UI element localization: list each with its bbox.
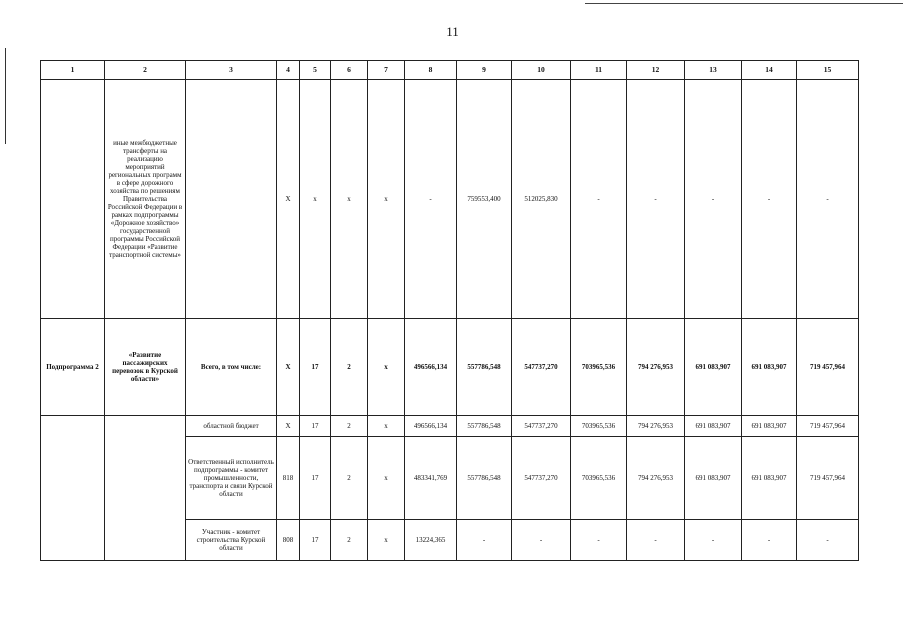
table-cell: 483341,769 <box>405 437 457 520</box>
column-header: 15 <box>797 61 859 80</box>
table-cell <box>41 416 105 561</box>
table-cell: «Развитие пассажирских перевозок в Курской области» <box>105 319 186 416</box>
table-cell: x <box>368 80 405 319</box>
page-number: 11 <box>446 24 459 39</box>
table-cell: 547737,270 <box>512 416 571 437</box>
table-cell <box>186 80 277 319</box>
table-cell: X <box>277 416 300 437</box>
table-cell: 2 <box>331 319 368 416</box>
table-cell: 691 083,907 <box>685 416 742 437</box>
table-cell: Ответственный исполнитель подпрограммы - комитет промышленности, транспорта и связи Курской области <box>186 437 277 520</box>
table-cell: - <box>797 520 859 561</box>
table-cell: 719 457,964 <box>797 437 859 520</box>
column-header: 3 <box>186 61 277 80</box>
table-cell: 547737,270 <box>512 319 571 416</box>
column-header: 10 <box>512 61 571 80</box>
table-cell: - <box>797 80 859 319</box>
table-cell: x <box>368 520 405 561</box>
table-cell: x <box>300 80 331 319</box>
table-cell: 691 083,907 <box>685 437 742 520</box>
table-cell: 691 083,907 <box>685 319 742 416</box>
table-cell: - <box>742 520 797 561</box>
table-cell: 691 083,907 <box>742 437 797 520</box>
table-cell: x <box>368 437 405 520</box>
table-row <box>41 416 859 437</box>
table-cell: 794 276,953 <box>627 416 685 437</box>
table-cell: 691 083,907 <box>742 416 797 437</box>
table-cell: 794 276,953 <box>627 319 685 416</box>
table-cell: 496566,134 <box>405 416 457 437</box>
table-cell: 547737,270 <box>512 437 571 520</box>
top-rule <box>585 3 903 4</box>
table-cell: 759553,400 <box>457 80 512 319</box>
column-header: 5 <box>300 61 331 80</box>
column-header: 2 <box>105 61 186 80</box>
table-cell: - <box>512 520 571 561</box>
table-cell: Подпрограмма 2 <box>41 319 105 416</box>
column-header: 6 <box>331 61 368 80</box>
table-cell: Участник - комитет строительства Курской области <box>186 520 277 561</box>
table-cell: - <box>571 80 627 319</box>
column-header: 4 <box>277 61 300 80</box>
table-cell: 703965,536 <box>571 437 627 520</box>
table-cell: 719 457,964 <box>797 319 859 416</box>
table-cell: 719 457,964 <box>797 416 859 437</box>
table-cell: - <box>571 520 627 561</box>
table-cell: 557786,548 <box>457 437 512 520</box>
column-header: 1 <box>41 61 105 80</box>
table-row <box>41 80 859 319</box>
table-cell: 691 083,907 <box>742 319 797 416</box>
table-cell <box>41 80 105 319</box>
table-cell: - <box>685 520 742 561</box>
table-cell: 2 <box>331 437 368 520</box>
margin-mark <box>5 48 6 144</box>
table-cell: Всего, в том числе: <box>186 319 277 416</box>
table-cell: 2 <box>331 520 368 561</box>
table-header-row <box>41 61 859 80</box>
table-cell: - <box>685 80 742 319</box>
table-cell: 794 276,953 <box>627 437 685 520</box>
table-cell: областной бюджет <box>186 416 277 437</box>
table-cell: 703965,536 <box>571 416 627 437</box>
table-cell: 13224,365 <box>405 520 457 561</box>
table-cell: X <box>277 319 300 416</box>
budget-table <box>40 60 859 561</box>
table-cell: 17 <box>300 520 331 561</box>
table-cell <box>105 416 186 561</box>
table-cell: 17 <box>300 416 331 437</box>
table-cell: x <box>331 80 368 319</box>
table-cell: 818 <box>277 437 300 520</box>
table-cell: 2 <box>331 416 368 437</box>
table-cell: 17 <box>300 437 331 520</box>
column-header: 12 <box>627 61 685 80</box>
table-cell: 17 <box>300 319 331 416</box>
table-cell: X <box>277 80 300 319</box>
column-header: 11 <box>571 61 627 80</box>
table-cell: 557786,548 <box>457 319 512 416</box>
table-cell: 496566,134 <box>405 319 457 416</box>
column-header: 14 <box>742 61 797 80</box>
table-cell: 557786,548 <box>457 416 512 437</box>
column-header: 7 <box>368 61 405 80</box>
table-cell: иные межбюджетные трансферты на реализацию мероприятий региональных программ в сфере дорожного хозяйства по решениям Правительства Российской Федерации в рамках подпрограммы «Дорожное хозяйство» государственной программы Российской Федерации «Развитие транспортной системы» <box>105 80 186 319</box>
table-cell: - <box>457 520 512 561</box>
table-row <box>41 319 859 416</box>
column-header: 13 <box>685 61 742 80</box>
table-cell: - <box>627 80 685 319</box>
table-cell: x <box>368 319 405 416</box>
column-header: 9 <box>457 61 512 80</box>
table-cell: - <box>742 80 797 319</box>
table-cell: x <box>368 416 405 437</box>
table-cell: - <box>405 80 457 319</box>
column-header: 8 <box>405 61 457 80</box>
table-cell: 512025,830 <box>512 80 571 319</box>
table-cell: 808 <box>277 520 300 561</box>
table-cell: 703965,536 <box>571 319 627 416</box>
table-cell: - <box>627 520 685 561</box>
